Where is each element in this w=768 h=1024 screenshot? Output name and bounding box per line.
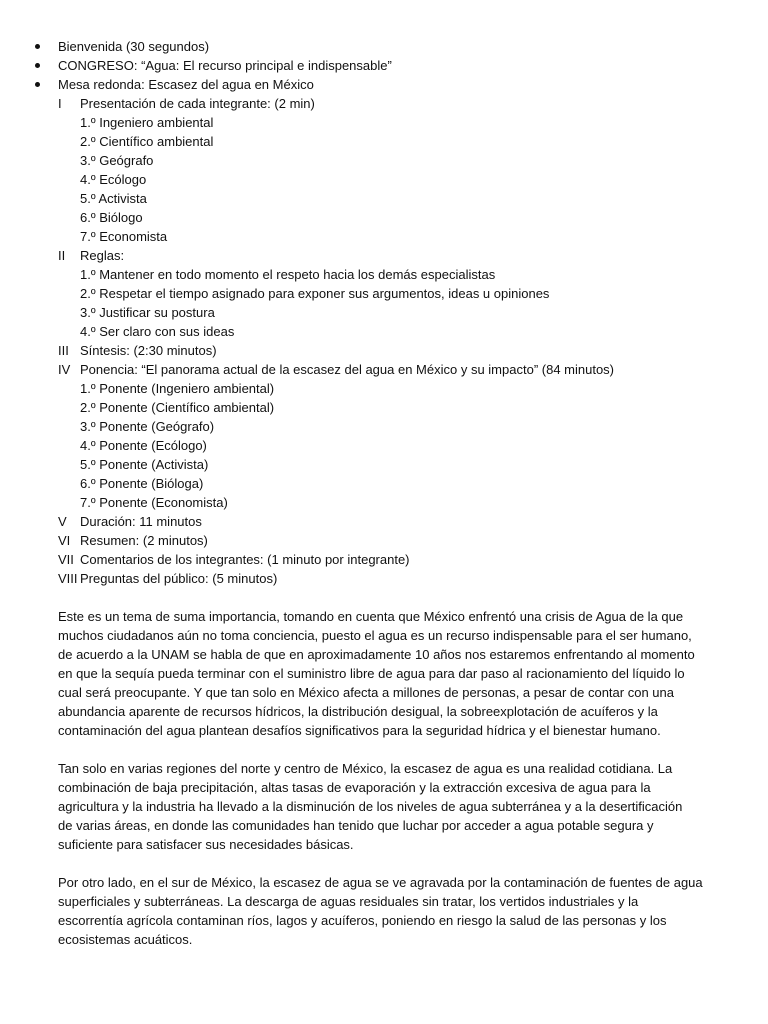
- sublist-item: 1.º Ingeniero ambiental: [80, 115, 214, 130]
- sublist-item: 7.º Economista: [80, 229, 168, 244]
- section-sublist: [58, 113, 728, 246]
- paragraph-line: superficiales y subterráneas. La descarga de aguas residuales sin tratar, los vertidos industriales y la: [58, 894, 639, 909]
- bullet-icon: [35, 63, 40, 68]
- paragraph-line: Por otro lado, en el sur de México, la escasez de agua se ve agravada por la contaminación de fuentes de agua: [58, 875, 703, 890]
- section-label: Comentarios de los integrantes: (1 minuto por integrante): [80, 552, 410, 567]
- sublist-item: 1.º Ponente (Ingeniero ambiental): [80, 381, 275, 396]
- outline-section: [58, 246, 728, 265]
- sublist-item: 3.º Justificar su postura: [80, 305, 215, 320]
- sublist-item: 4.º Ponente (Ecólogo): [80, 438, 207, 453]
- section-number: I: [58, 96, 62, 111]
- section-label: Síntesis: (2:30 minutos): [80, 343, 217, 358]
- agenda-outline: [58, 94, 728, 588]
- sublist-item: 7.º Ponente (Economista): [80, 495, 228, 510]
- sublist-item: 5.º Ponente (Activista): [80, 457, 209, 472]
- paragraph-line: agricultura y la industria ha llevado a la disminución de los niveles de agua subterránea y a la desertificación: [58, 799, 683, 814]
- section-sublist: [58, 265, 728, 341]
- paragraph-line: Este es un tema de suma importancia, tomando en cuenta que México enfrentó una crisis de Agua de la que: [58, 609, 684, 624]
- outline-section: [58, 94, 728, 113]
- sublist-item: 1.º Mantener en todo momento el respeto hacia los demás especialistas: [80, 267, 496, 282]
- section-number: VII: [58, 552, 74, 567]
- body-paragraphs: [58, 607, 728, 949]
- paragraph-line: de varias áreas, en donde las comunidades han tenido que luchar por acceder a agua potable segura y: [58, 818, 654, 833]
- sublist-item: 5.º Activista: [80, 191, 147, 206]
- bullet-item: [58, 75, 728, 94]
- paragraph-line: suficiente para satisfacer sus necesidades básicas.: [58, 837, 354, 852]
- outline-section: [58, 569, 728, 588]
- sublist-item: 3.º Geógrafo: [80, 153, 154, 168]
- sublist-item: 3.º Ponente (Geógrafo): [80, 419, 215, 434]
- paragraph-line: contaminación del agua plantean desafíos significativos para la seguridad hídrica y el bienestar humano.: [58, 723, 661, 738]
- paragraph: [58, 873, 726, 949]
- sublist-item: 4.º Ecólogo: [80, 172, 147, 187]
- section-number: VI: [58, 533, 71, 548]
- bullet-item: [58, 56, 728, 75]
- paragraph-line: escorrentía agrícola contaminan ríos, lagos y acuíferos, poniendo en riesgo la salud de las personas y los: [58, 913, 667, 928]
- bullet-icon: [35, 44, 40, 49]
- section-number: V: [58, 514, 67, 529]
- bullet-text: Bienvenida (30 segundos): [58, 39, 210, 54]
- sublist-item: 2.º Ponente (Científico ambiental): [80, 400, 275, 415]
- section-number: II: [58, 248, 66, 263]
- paragraph-line: abundancia aparente de recursos hídricos, la distribución desigual, la sobreexplotación de acuíferos y la: [58, 704, 658, 719]
- section-label: Preguntas del público: (5 minutos): [80, 571, 278, 586]
- sublist-item: 6.º Ponente (Bióloga): [80, 476, 204, 491]
- bullet-list: [58, 37, 728, 94]
- outline-section: [58, 360, 728, 379]
- paragraph-line: Tan solo en varias regiones del norte y centro de México, la escasez de agua es una realidad cotidiana. La: [58, 761, 673, 776]
- paragraph: [58, 607, 726, 740]
- outline-section: [58, 550, 728, 569]
- paragraph-line: muchos ciudadanos aún no toma conciencia, puesto el agua es un recurso indispensable para el ser humano,: [58, 628, 692, 643]
- section-sublist: [58, 379, 728, 512]
- sublist-item: 6.º Biólogo: [80, 210, 143, 225]
- outline-section: [58, 341, 728, 360]
- section-label: Presentación de cada integrante: (2 min): [80, 96, 315, 111]
- sublist-item: 2.º Científico ambiental: [80, 134, 214, 149]
- bullet-text: CONGRESO: “Agua: El recurso principal e indispensable”: [58, 58, 392, 73]
- section-number: VIII: [58, 571, 78, 586]
- section-number: III: [58, 343, 69, 358]
- section-label: Reglas:: [80, 248, 125, 263]
- bullet-item: [58, 37, 728, 56]
- section-label: Duración: 11 minutos: [80, 514, 202, 529]
- section-label: Ponencia: “El panorama actual de la escasez del agua en México y su impacto” (84 minutos): [80, 362, 615, 377]
- paragraph-line: ecosistemas acuáticos.: [58, 932, 193, 947]
- outline-section: [58, 512, 728, 531]
- paragraph: [58, 759, 726, 854]
- bullet-text: Mesa redonda: Escasez del agua en México: [58, 77, 314, 92]
- section-label: Resumen: (2 minutos): [80, 533, 208, 548]
- paragraph-line: cual será preocupante. Y que tan solo en México afecta a millones de personas, a pesar de contar con una: [58, 685, 674, 700]
- paragraph-line: en que la sequía pueda terminar con el suministro libre de agua para dar paso al racionamiento del líquido lo: [58, 666, 685, 681]
- outline-section: [58, 531, 728, 550]
- sublist-item: 2.º Respetar el tiempo asignado para exponer sus argumentos, ideas u opiniones: [80, 286, 550, 301]
- section-number: IV: [58, 362, 71, 377]
- bullet-icon: [35, 82, 40, 87]
- paragraph-line: de acuerdo a la UNAM se habla de que en aproximadamente 10 años nos estaremos enfrentando al momento: [58, 647, 695, 662]
- paragraph-line: combinación de baja precipitación, altas tasas de evaporación y la extracción excesiva de agua para la: [58, 780, 651, 795]
- sublist-item: 4.º Ser claro con sus ideas: [80, 324, 235, 339]
